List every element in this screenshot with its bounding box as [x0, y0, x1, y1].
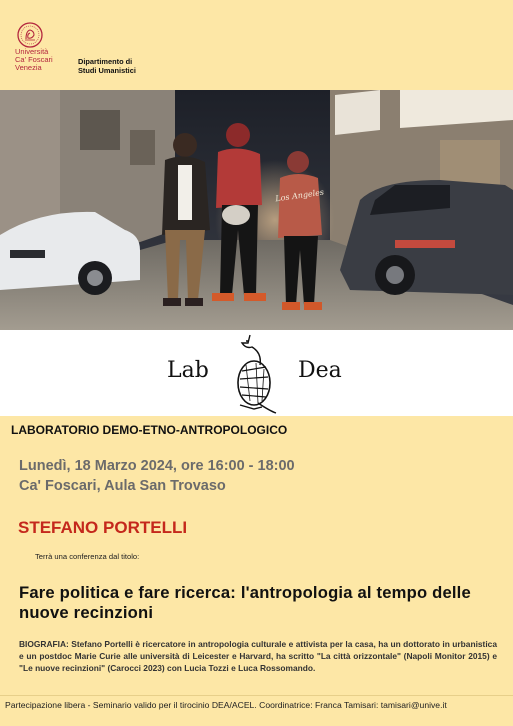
department-name: [78, 57, 136, 75]
street-photo-illustration: [0, 90, 513, 330]
jacket-text: Los Angeles: [274, 187, 325, 204]
event-date: Lunedì, 18 Marzo 2024, ore 16:00 - 18:00: [19, 458, 295, 474]
event-location: Ca' Foscari, Aula San Trovaso: [19, 478, 226, 494]
university-name-line: Ca' Foscari: [15, 55, 53, 65]
university-name-line: Venezia: [15, 63, 42, 73]
university-name-line: Università: [15, 47, 49, 56]
dea-word: Dea: [298, 358, 342, 383]
kangaroo-icon: [228, 331, 278, 415]
university-seal-icon: [17, 22, 43, 48]
speaker-name: STEFANO PORTELLI: [18, 518, 188, 537]
department-line: Dipartimento di: [78, 57, 133, 66]
lab-title: LABORATORIO DEMO-ETNO-ANTROPOLOGICO: [11, 423, 288, 437]
speaker-biography: BIOGRAFIA: Stefano Portelli è ricercatore in antropologia culturale e attivista per la casa, ha un dottorato in urbanistica e un postdoc Marie Curie alle università di Leicester e Harvard, ha scritto "La città orizzontale" (Napoli Monitor 2015) e "Le nuove recinzioni" (Carocci 2023) con Lucia Tozzi e Luca Rossomando.: [19, 639, 497, 673]
footer-divider: [0, 695, 513, 696]
event-photo: [0, 90, 513, 330]
department-line: Studi Umanistici: [78, 66, 136, 75]
university-name: [15, 48, 85, 73]
footer-note: Partecipazione libera - Seminario valido per il tirocinio DEA/ACEL. Coordinatrice: Franca Tamisari: tamisari@unive.it: [5, 700, 447, 710]
talk-title: Fare politica e fare ricerca: l'antropologia al tempo delle nuove recinzioni: [19, 583, 471, 622]
intro-text: Terrà una conferenza dal titolo:: [35, 552, 140, 561]
poster-header: [0, 0, 513, 90]
lab-word: Lab: [167, 358, 209, 383]
